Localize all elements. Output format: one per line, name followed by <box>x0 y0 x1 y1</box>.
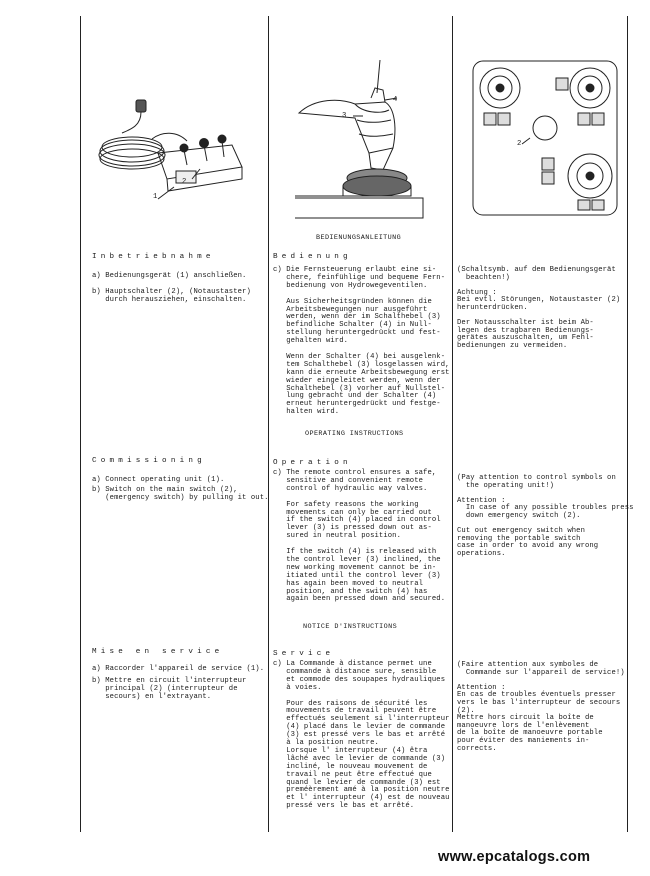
en-mid-line: itiated until the control lever (3) <box>273 571 441 580</box>
fr-mid-line: (3) est pressé vers le bas et arrêté <box>273 731 446 740</box>
en-mid-line: sured in neutral position. <box>273 532 401 541</box>
en-right-line: Cut out emergency switch when <box>457 527 585 536</box>
en-right-line: removing the portable switch <box>457 534 581 543</box>
english-left-line-1: b) Switch on the main switch (2), <box>92 486 238 494</box>
control-lever-illustration <box>285 58 435 223</box>
fr-mid-line: pressé vers le bas et arrêté. <box>273 802 415 811</box>
fr-mid-line: à voies. <box>273 683 322 692</box>
de-mid-line: Wenn der Schalter (4) bei ausgelenk- <box>273 352 446 361</box>
en-right-line: down emergency switch (2). <box>457 512 581 520</box>
de-mid-line: tem Schalthebel (3) losgelassen wird, <box>273 360 450 369</box>
de-right-line: herunterdrücken. <box>457 304 528 312</box>
fr-right-line: vers le bas l'interrupteur de secours <box>457 699 621 707</box>
fr-mid-line: mouvements de travail peuvent être <box>273 707 437 716</box>
de-mid-line: gehalten wird. <box>273 337 349 346</box>
de-right-line: beachten!) <box>457 273 510 282</box>
de-mid-line: werden, wenn der im Schalthebel (3) <box>273 313 441 322</box>
fr-right-line: corrects. <box>457 744 497 753</box>
de-mid-line: wieder eingeleitet werden, wenn der <box>273 376 441 385</box>
fr-mid-line: Pour des raisons de sécurité les <box>273 699 428 708</box>
en-right-line: Attention : <box>457 496 506 505</box>
fr-right-line: (Faire attention aux symboles de <box>457 661 599 669</box>
de-right-line: Bei evtl. Störungen, Notaustaster (2) <box>457 296 621 305</box>
de-mid-line: chere, feinfühlige und bequeme Fern- <box>273 273 446 282</box>
english-left-line-2: (emergency switch) by pulling it out. <box>92 494 269 502</box>
de-right-line: bedienungen zu vermeiden. <box>457 342 568 350</box>
de-mid-line: kann die erneute Arbeitsbewegung erst <box>273 368 450 377</box>
german-mid-heading: Bedienung <box>273 253 352 261</box>
german-left-heading: Inbetriebnahme <box>92 253 215 261</box>
german-left-line-2: durch herausziehen, einschalten. <box>92 296 247 304</box>
fr-mid-line: commande à distance sure, sensible <box>273 667 437 676</box>
en-mid-line: control of hydraulic way valves. <box>273 484 428 493</box>
de-mid-line: halten wird. <box>273 408 340 417</box>
en-mid-line: sensitive and convenient remote <box>273 476 424 485</box>
en-mid-line: the control lever (3) inclined, the <box>273 555 441 564</box>
de-mid-line: lung gebracht und der Schalter (4) <box>273 392 437 401</box>
callout-4: 4 <box>393 96 398 104</box>
fr-mid-line: Lorsque l' interrupteur (4) êtra <box>273 746 428 755</box>
en-mid-line: position, and the switch (4) has <box>273 587 428 596</box>
fr-mid-line: incliné, le nouveau mouvement de <box>273 762 428 771</box>
fr-mid-line: lâché avec le levier de commande (3) <box>273 754 446 763</box>
fr-right-line: Commande sur l'appareil de service!) <box>457 668 625 677</box>
callout-3: 3 <box>342 112 347 120</box>
en-mid-line: has again been moved to neutral <box>273 579 424 588</box>
de-right-line: (Schaltsymb. auf dem Bedienungsgerät <box>457 266 616 274</box>
en-right-line: (Pay attention to control symbols on <box>457 474 616 482</box>
fr-right-line: manoeuvre lors de l'enlèvement <box>457 721 590 730</box>
en-mid-line: For safety reasons the working <box>273 500 419 509</box>
fr-right-line: Mettre hors circuit la boîte de <box>457 714 594 723</box>
fr-mid-line: quand le levier de commande (3) est <box>273 778 441 787</box>
en-right-line: case in order to avoid any wrong <box>457 542 599 551</box>
english-title: OPERATING INSTRUCTIONS <box>305 430 404 438</box>
en-mid-line: new working movement cannot be in- <box>273 563 437 572</box>
en-mid-line: again been pressed down and secured. <box>273 595 446 604</box>
de-mid-line: Aus Sicherheitsgründen können die <box>273 297 432 306</box>
french-mid-heading: Service <box>273 650 335 658</box>
fr-right-line: En cas de troubles éventuels presser <box>457 691 616 700</box>
french-left-line-3: secours) en l'extrayant. <box>92 693 212 701</box>
english-left-line-0: a) Connect operating unit (1). <box>92 476 225 484</box>
fr-mid-line: travail ne peut être effectué que <box>273 770 432 779</box>
french-title: NOTICE D'INSTRUCTIONS <box>303 623 398 631</box>
french-left-heading: Mise en service <box>92 648 224 656</box>
en-mid-line: lever (3) is pressed down out as- <box>273 524 432 533</box>
de-right-line: legen des tragbaren Bedienungs- <box>457 326 594 335</box>
callout-1: 1 <box>153 193 158 201</box>
french-left-line-0: a) Raccorder l'appareil de service (1). <box>92 665 265 673</box>
control-panel-illustration <box>470 58 620 218</box>
fr-mid-line: et commode des soupapes hydrauliques <box>273 675 446 684</box>
fr-mid-line: preméèrement amé à la position neutre <box>273 786 450 795</box>
de-right-line: Achtung : <box>457 288 497 297</box>
fr-mid-line: à la position neutre. <box>273 739 379 747</box>
fr-right-line: pour éviter des maniements in- <box>457 737 590 745</box>
de-mid-line: stellung heruntergedrückt und fest- <box>273 329 441 338</box>
panel-callout-2: 2 <box>517 140 522 148</box>
en-right-line: operations. <box>457 550 506 558</box>
english-mid-heading: Operation <box>273 459 352 467</box>
french-left-line-2: principal (2) (interrupteur de <box>92 685 238 693</box>
de-mid-line: erneut heruntergedrückt und festge- <box>273 400 441 409</box>
callout-2: 2 <box>182 178 187 186</box>
french-left-line-1: b) Mettre en circuit l'interrupteur <box>92 677 247 685</box>
operating-unit-illustration <box>92 95 252 205</box>
fr-mid-line: effectués seulement si l'interrupteur <box>273 715 450 724</box>
column-divider-right <box>452 16 453 832</box>
fr-mid-line: (4) placé dans le levier de commande <box>273 723 446 732</box>
de-mid-line: Schalthebel (3) vorher auf Nullstel- <box>273 384 446 393</box>
footer-watermark[interactable]: www.epcatalogs.com <box>438 849 591 865</box>
fr-mid-line: c) La Commande à distance permet une <box>273 660 432 668</box>
de-right-line: Der Notausschalter ist beim Ab- <box>457 319 594 328</box>
en-mid-line: If the switch (4) is released with <box>273 548 437 556</box>
german-left-line-1: b) Hauptschalter (2), (Notaustaster) <box>92 288 251 296</box>
english-left-heading: Commissioning <box>92 457 206 465</box>
column-divider-left <box>268 16 269 832</box>
en-mid-line: movements can only be carried out <box>273 508 432 517</box>
de-right-line: gerätes auszuschalten, um Fehl- <box>457 334 594 343</box>
en-mid-line: if the switch (4) placed in control <box>273 516 441 525</box>
fr-right-line: Attention : <box>457 683 506 692</box>
de-mid-line: Arbeitsbewegungen nur ausgeführt <box>273 305 428 314</box>
german-left-line-0: a) Bedienungsgerät (1) anschließen. <box>92 272 247 280</box>
fr-mid-line: et l' interrupteur (4) est de nouveau <box>273 794 450 803</box>
de-mid-line: c) Die Fernsteuerung erlaubt eine si- <box>273 266 437 274</box>
de-mid-line: bedienung von Hydrowegeventilen. <box>273 281 428 290</box>
en-mid-line: c) The remote control ensures a safe, <box>273 469 437 477</box>
en-right-line: the operating unit!) <box>457 481 555 490</box>
fr-right-line: de la boîte de manoeuvre portable <box>457 729 603 738</box>
de-mid-line: befindliche Schalter (4) in Null- <box>273 321 432 330</box>
fr-right-line: (2). <box>457 706 475 715</box>
en-right-line: In case of any possible troubles press <box>457 504 634 513</box>
bedienungsanleitung-title: BEDIENUNGSANLEITUNG <box>316 234 402 242</box>
